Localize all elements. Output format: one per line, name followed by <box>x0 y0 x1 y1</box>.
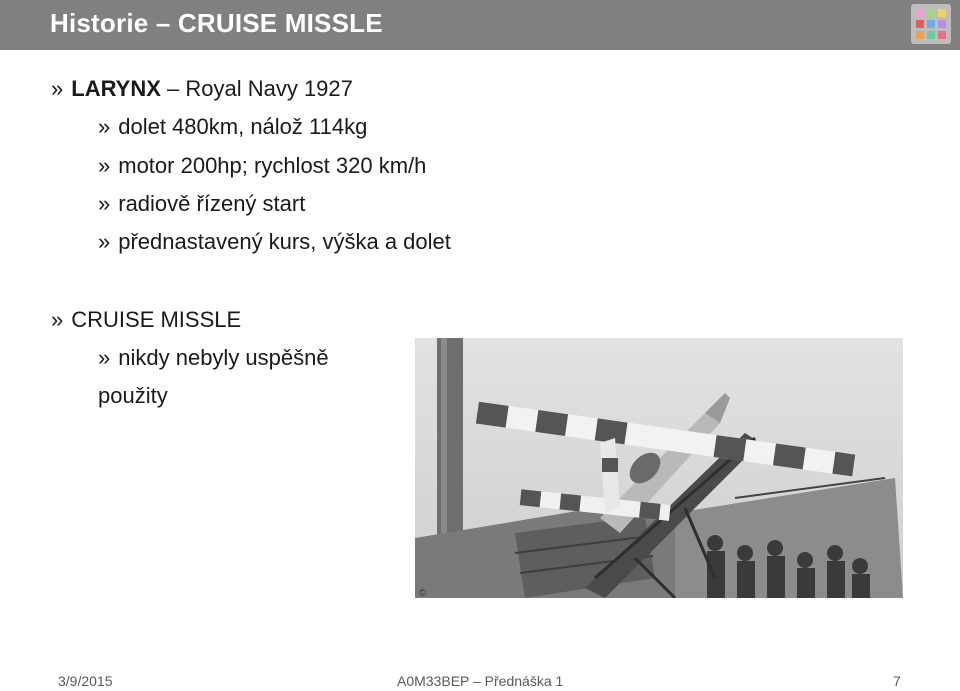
logo-square <box>916 31 924 39</box>
bullet-never-used <box>98 345 329 371</box>
never-used-text: nikdy nebyly uspěšně <box>118 345 329 370</box>
course-text: přednastavený kurs, výška a dolet <box>118 229 451 254</box>
slide-title: Historie – CRUISE MISSLE <box>50 8 383 38</box>
svg-text:©: © <box>419 588 427 598</box>
bullet-launch <box>98 191 305 217</box>
logo-square <box>938 31 946 39</box>
bullet-marker: » <box>51 76 64 101</box>
bullet-engine <box>98 153 426 179</box>
bullet-marker: » <box>98 229 111 254</box>
logo-square <box>916 9 924 17</box>
engine-text: motor 200hp; rychlost 320 km/h <box>118 153 427 178</box>
never-used-continuation: použity <box>98 383 168 408</box>
larynx-label: LARYNX <box>71 76 161 101</box>
logo-square <box>927 20 935 28</box>
university-logo-icon <box>911 4 951 44</box>
bullet-range <box>98 114 367 140</box>
bullet-course <box>98 229 451 255</box>
logo-square <box>916 20 924 28</box>
logo-square <box>927 9 935 17</box>
logo-square <box>938 9 946 17</box>
larynx-missile-on-ship-photo <box>415 338 903 598</box>
bullet-cruise-missle <box>51 307 241 333</box>
bullet-marker: » <box>98 153 111 178</box>
footer-date: 3/9/2015 <box>58 673 113 689</box>
bullet-marker: » <box>98 114 111 139</box>
bullet-marker: » <box>98 345 111 370</box>
footer-page-number: 7 <box>893 673 901 689</box>
title-bar <box>0 0 960 50</box>
range-text: dolet 480km, nálož 114kg <box>118 114 368 139</box>
footer-course: A0M33BEP – Přednáška 1 <box>397 673 564 689</box>
launch-text: radiově řízený start <box>118 191 306 216</box>
bullet-marker: » <box>51 307 64 332</box>
logo-square <box>938 20 946 28</box>
bullet-larynx <box>51 76 353 102</box>
logo-square <box>927 31 935 39</box>
bullet-marker: » <box>98 191 111 216</box>
cruise-missle-text: CRUISE MISSLE <box>71 307 242 332</box>
larynx-description: – Royal Navy 1927 <box>160 76 353 101</box>
